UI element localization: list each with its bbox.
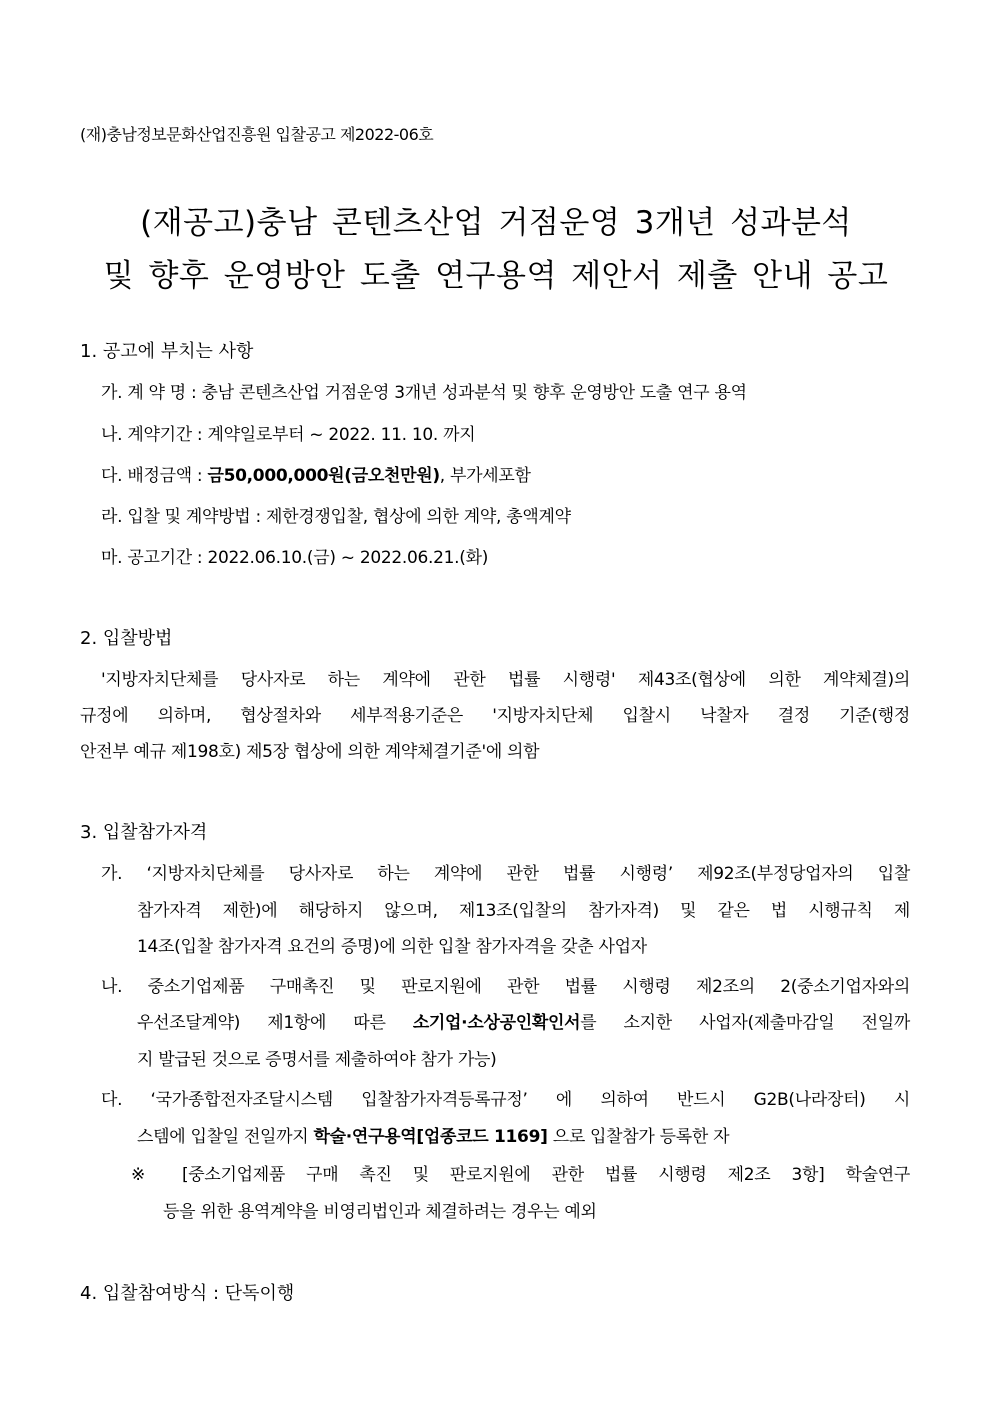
section-3-ga-line-1: 가. ‘지방자치단체를 당사자로 하는 계약에 관한 법률 시행령’ 제92조(부정당업자의 입찰 xyxy=(101,864,910,884)
section-4-heading: 4. 입찰참여방식 : 단독이행 xyxy=(80,1283,295,1304)
section-3-na-line-3: 지 발급된 것으로 증명서를 제출하여야 참가 가능) xyxy=(137,1050,497,1070)
section-2-heading: 2. 입찰방법 xyxy=(80,628,173,649)
da-industry-code: 학술·연구용역[업종코드 1169] xyxy=(313,1127,548,1147)
section-1-item-contract-period: 나. 계약기간 : 계약일로부터 ~ 2022. 11. 10. 까지 xyxy=(101,425,476,445)
section-3-da-line-2 xyxy=(137,1122,729,1147)
section-2-line-1: '지방자치단체를 당사자로 하는 계약에 관한 법률 시행령' 제43조(협상에 의한 계약체결)의 xyxy=(101,670,910,690)
budget-suffix: , 부가세포함 xyxy=(439,466,531,486)
section-1-heading: 1. 공고에 부치는 사항 xyxy=(80,341,254,362)
section-2-line-3: 안전부 예규 제198호) 제5장 협상에 의한 계약체결기준'에 의함 xyxy=(80,742,540,762)
section-3-na-line-1: 나. 중소기업제품 구매촉진 및 판로지원에 관한 법률 시행령 제2조의 2(중소기업자와의 xyxy=(101,977,910,997)
section-3-da-line-1: 다. ‘국가종합전자조달시스템 입찰참가자격등록규정’ 에 의하여 반드시 G2B(나라장터) 시 xyxy=(101,1090,910,1110)
section-1-item-notice-period: 마. 공고기간 : 2022.06.10.(금) ~ 2022.06.21.(화) xyxy=(101,548,489,568)
title-line-1: (재공고)충남 콘텐츠산업 거점운영 3개년 성과분석 xyxy=(140,205,852,241)
na-line-2-pre: 우선조달계약) 제1항에 따른 xyxy=(137,1013,413,1033)
budget-amount: 금50,000,000원(금오천만원) xyxy=(207,466,440,486)
section-1-item-budget xyxy=(101,461,531,486)
section-3-note-line-2: 등을 위한 용역계약을 비영리법인과 체결하려는 경우는 예외 xyxy=(163,1202,597,1222)
na-line-2-post: 를 소지한 사업자(제출마감일 전일까 xyxy=(580,1013,910,1033)
notice-number: (재)충남정보문화산업진흥원 입찰공고 제2022-06호 xyxy=(80,125,434,144)
section-1-item-contract-name: 가. 계 약 명 : 충남 콘텐츠산업 거점운영 3개년 성과분석 및 향후 운영방안 도출 연구 용역 xyxy=(101,383,747,403)
section-3-heading: 3. 입찰참가자격 xyxy=(80,822,208,843)
section-3-note-line-1: ※ [중소기업제품 구매 촉진 및 판로지원에 관한 법률 시행령 제2조 3항] 학술연구 xyxy=(131,1165,910,1185)
da-line-2-post: 으로 입찰참가 등록한 자 xyxy=(547,1127,730,1147)
title-line-2: 및 향후 운영방안 도출 연구용역 제안서 제출 안내 공고 xyxy=(103,258,889,294)
na-certificate-name: 소기업·소상공인확인서 xyxy=(412,1013,581,1033)
section-3-na-line-2 xyxy=(137,1008,910,1033)
section-1-item-method: 라. 입찰 및 계약방법 : 제한경쟁입찰, 협상에 의한 계약, 총액계약 xyxy=(101,507,571,527)
budget-prefix: 다. 배정금액 : xyxy=(101,466,208,486)
section-3-ga-line-3: 14조(입찰 참가자격 요건의 증명)에 의한 입찰 참가자격을 갖춘 사업자 xyxy=(137,937,647,957)
section-3-ga-line-2: 참가자격 제한)에 해당하지 않으며, 제13조(입찰의 참가자격) 및 같은 법 시행규칙 제 xyxy=(137,901,910,921)
section-2-line-2: 규정에 의하며, 협상절차와 세부적용기준은 '지방자치단체 입찰시 낙찰자 결정 기준(행정 xyxy=(80,706,910,726)
da-line-2-pre: 스템에 입찰일 전일까지 xyxy=(137,1127,314,1147)
